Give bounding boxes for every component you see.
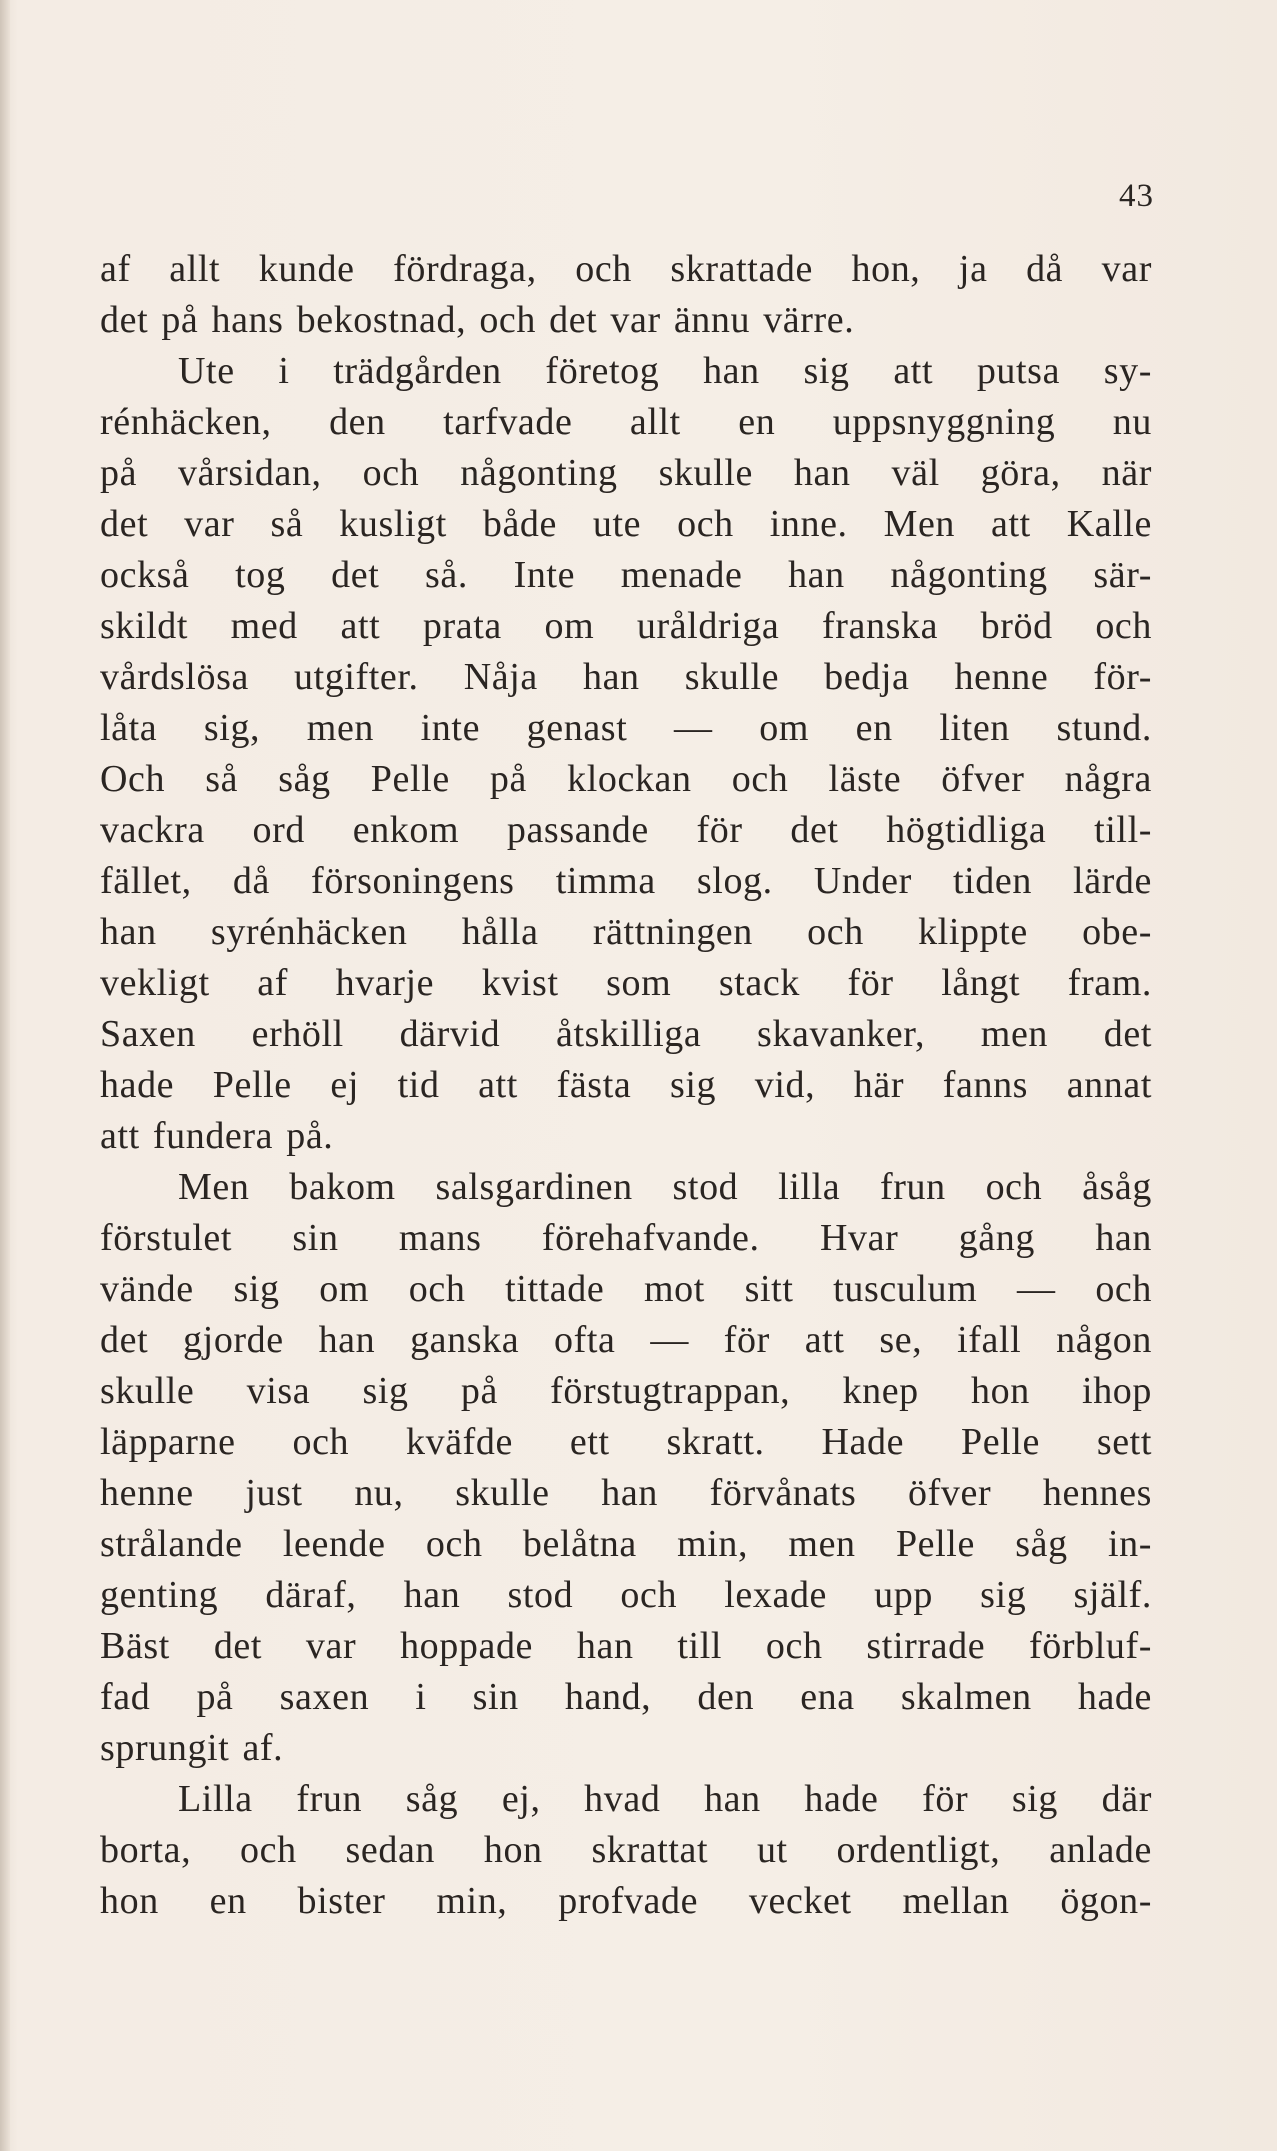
text-line: vände sig om och tittade mot sitt tusculum — och: [100, 1268, 1152, 1310]
text-line: det gjorde han ganska ofta — för att se, ifall någon: [100, 1319, 1152, 1361]
text-line: han syrénhäcken hålla rättningen och klippte obe-: [100, 911, 1152, 953]
text-line: Bäst det var hoppade han till och stirrade förbluf-: [100, 1625, 1152, 1667]
text-line: hade Pelle ej tid att fästa sig vid, här fanns annat: [100, 1064, 1152, 1106]
text-line: borta, och sedan hon skrattat ut ordentligt, anlade: [100, 1829, 1152, 1871]
text-line: hon en bister min, profvade vecket mellan ögon-: [100, 1880, 1152, 1922]
text-line: också tog det så. Inte menade han någonting sär-: [100, 554, 1152, 596]
text-line: Saxen erhöll därvid åtskilliga skavanker, men det: [100, 1013, 1152, 1055]
page-number: 43: [1119, 178, 1154, 214]
page-binding-edge: [0, 0, 10, 2151]
text-line: det var så kusligt både ute och inne. Men att Kalle: [100, 503, 1152, 545]
text-line: sprungit af.: [100, 1727, 284, 1769]
text-line: fad på saxen i sin hand, den ena skalmen hade: [100, 1676, 1152, 1718]
text-line: vårdslösa utgifter. Nåja han skulle bedja henne för-: [100, 656, 1152, 698]
text-line: genting däraf, han stod och lexade upp sig själf.: [100, 1574, 1152, 1616]
text-line: fället, då försoningens timma slog. Under tiden lärde: [100, 860, 1152, 902]
text-line: på vårsidan, och någonting skulle han väl göra, när: [100, 452, 1152, 494]
text-line: henne just nu, skulle han förvånats öfver hennes: [100, 1472, 1152, 1514]
text-line: Och så såg Pelle på klockan och läste öfver några: [100, 758, 1152, 800]
text-line: läpparne och kväfde ett skratt. Hade Pelle sett: [100, 1421, 1152, 1463]
text-line: Ute i trädgården företog han sig att putsa sy-: [178, 350, 1152, 392]
text-line: vekligt af hvarje kvist som stack för långt fram.: [100, 962, 1152, 1004]
text-line: förstulet sin mans förehafvande. Hvar gång han: [100, 1217, 1152, 1259]
body-text: [100, 244, 1152, 1927]
text-line: det på hans bekostnad, och det var ännu värre.: [100, 299, 855, 341]
text-line: vackra ord enkom passande för det högtidliga till-: [100, 809, 1152, 851]
text-line: skildt med att prata om uråldriga franska bröd och: [100, 605, 1152, 647]
text-line: Lilla frun såg ej, hvad han hade för sig där: [178, 1778, 1152, 1820]
text-line: låta sig, men inte genast — om en liten stund.: [100, 707, 1152, 749]
text-line: att fundera på.: [100, 1115, 334, 1157]
text-line: rénhäcken, den tarfvade allt en uppsnyggning nu: [100, 401, 1152, 443]
text-line: af allt kunde fördraga, och skrattade hon, ja då var: [100, 248, 1152, 290]
text-line: strålande leende och belåtna min, men Pelle såg in-: [100, 1523, 1152, 1565]
text-line: skulle visa sig på förstugtrappan, knep hon ihop: [100, 1370, 1152, 1412]
text-line: Men bakom salsgardinen stod lilla frun och åsåg: [178, 1166, 1152, 1208]
